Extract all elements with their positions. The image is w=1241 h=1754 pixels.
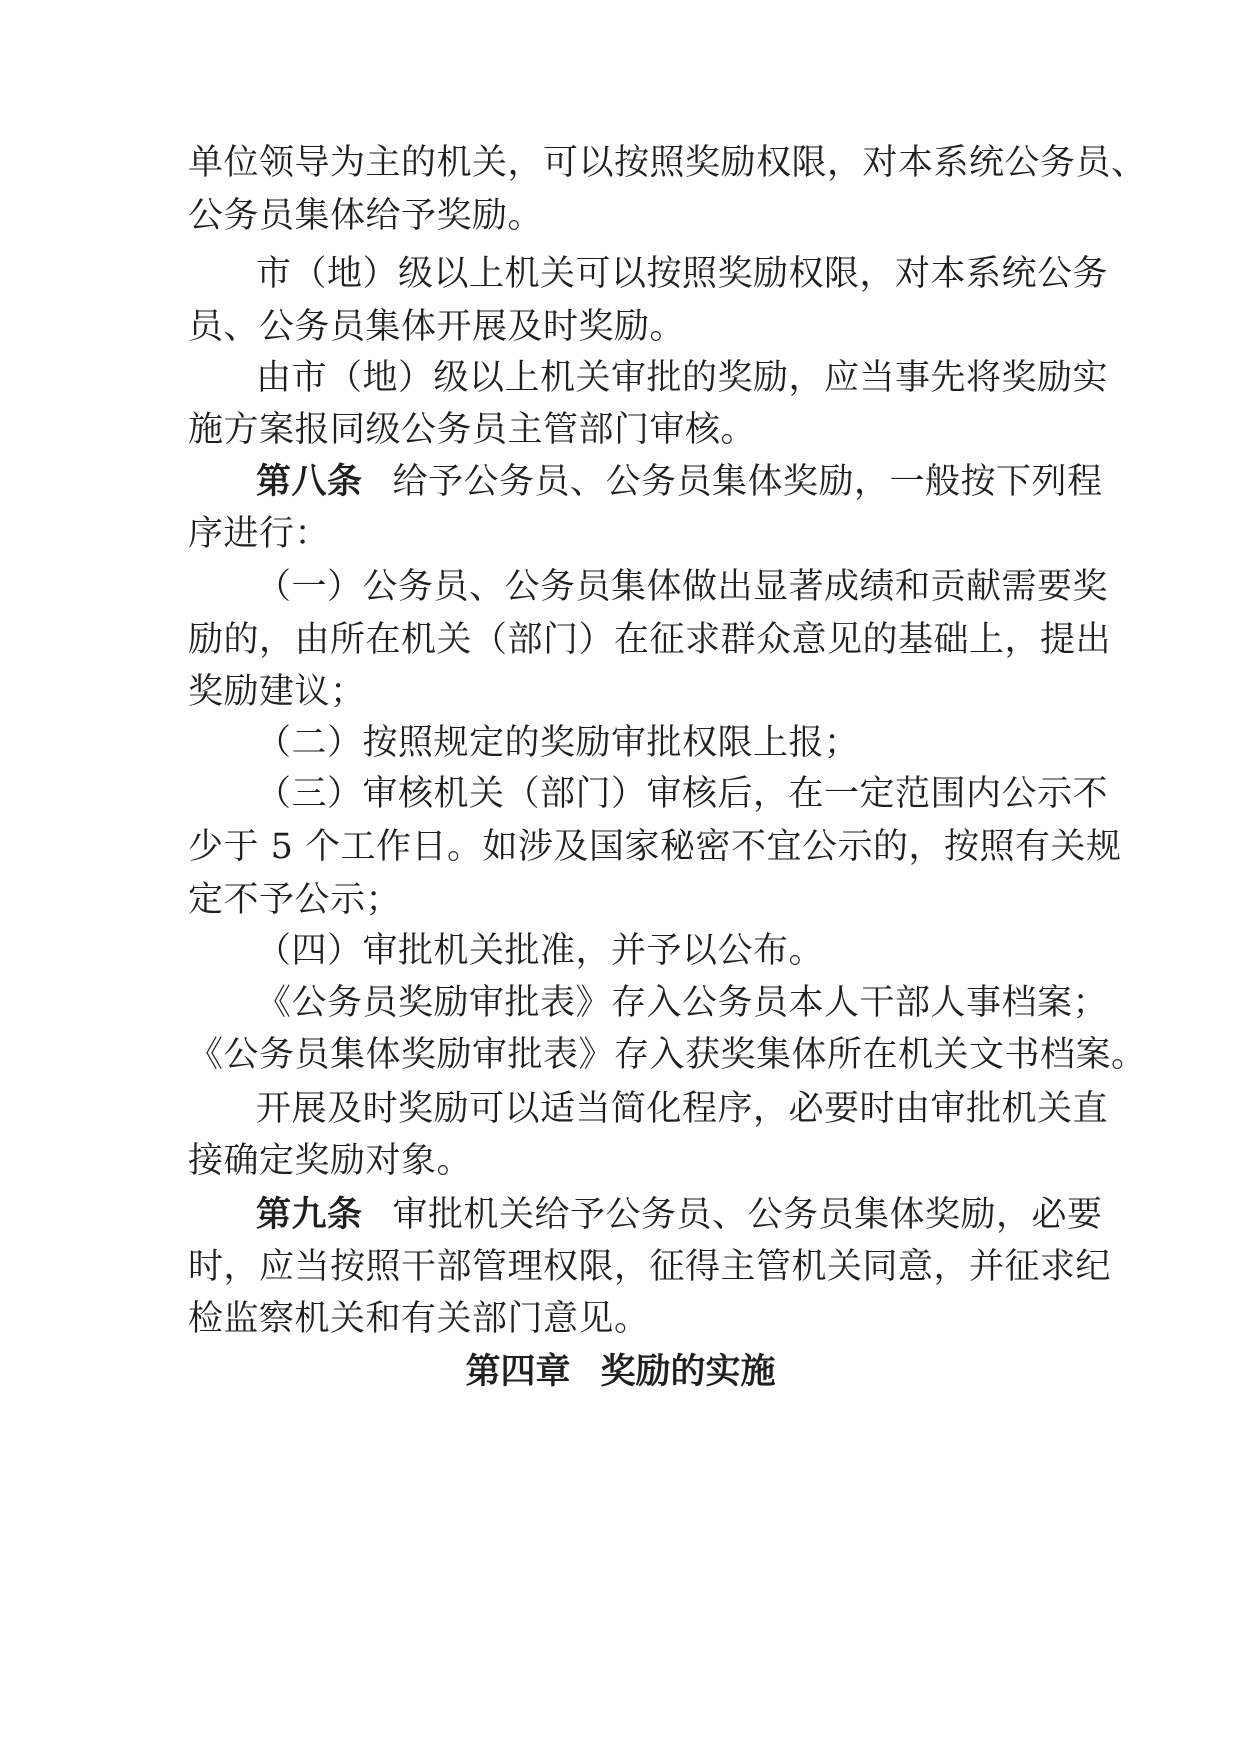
article-8-heading: 第八条: [256, 462, 363, 502]
text-line: 由市（地）级以上机关审批的奖励，应当事先将奖励实: [256, 358, 1109, 398]
chapter-title: 奖励的实施: [600, 1352, 776, 1392]
text-line: 少于 5 个工作日。如涉及国家秘密不宜公示的，按照有关规: [188, 827, 1122, 867]
text-line: 奖励建议；: [188, 672, 366, 712]
text-line: （三）审核机关（部门）审核后，在一定范围内公示不: [256, 774, 1109, 814]
text-line: 单位领导为主的机关，可以按照奖励权限，对本系统公务员、: [188, 143, 1147, 183]
text-line: 审批机关给予公务员、公务员集体奖励，必要: [392, 1195, 1103, 1235]
text-line: 给予公务员、公务员集体奖励，一般按下列程: [392, 462, 1103, 502]
text-line: （一）公务员、公务员集体做出显著成绩和贡献需要奖: [256, 567, 1109, 607]
chapter-heading: [0, 1350, 1241, 1394]
article-9-heading: 第九条: [256, 1195, 363, 1235]
text-line: 员、公务员集体开展及时奖励。: [188, 307, 686, 347]
text-line: 时，应当按照干部管理权限，征得主管机关同意，并征求纪: [188, 1247, 1112, 1287]
text-line: 励的，由所在机关（部门）在征求群众意见的基础上，提出: [188, 620, 1112, 660]
chapter-number: 第四章: [465, 1352, 571, 1392]
text-line: 市（地）级以上机关可以按照奖励权限，对本系统公务: [256, 254, 1109, 294]
text-line: 开展及时奖励可以适当简化程序，必要时由审批机关直: [256, 1089, 1109, 1129]
article-8-paragraph: [256, 460, 1103, 504]
text-line: 施方案报同级公务员主管部门审核。: [188, 410, 757, 450]
text-line: 定不予公示；: [188, 880, 402, 920]
text-line: （二）按照规定的奖励审批权限上报；: [256, 723, 860, 763]
text-line: 序进行：: [188, 514, 331, 554]
text-line: 《公务员集体奖励审批表》存入获奖集体所在机关文书档案。: [188, 1035, 1147, 1075]
text-line: 检监察机关和有关部门意见。: [188, 1299, 650, 1339]
text-line: 《公务员奖励审批表》存入公务员本人干部人事档案；: [256, 983, 1109, 1023]
article-9-paragraph: [256, 1193, 1103, 1237]
text-line: 接确定奖励对象。: [188, 1141, 473, 1181]
text-line: （四）审批机关批准，并予以公布。: [256, 931, 825, 971]
text-line: 公务员集体给予奖励。: [188, 196, 544, 236]
